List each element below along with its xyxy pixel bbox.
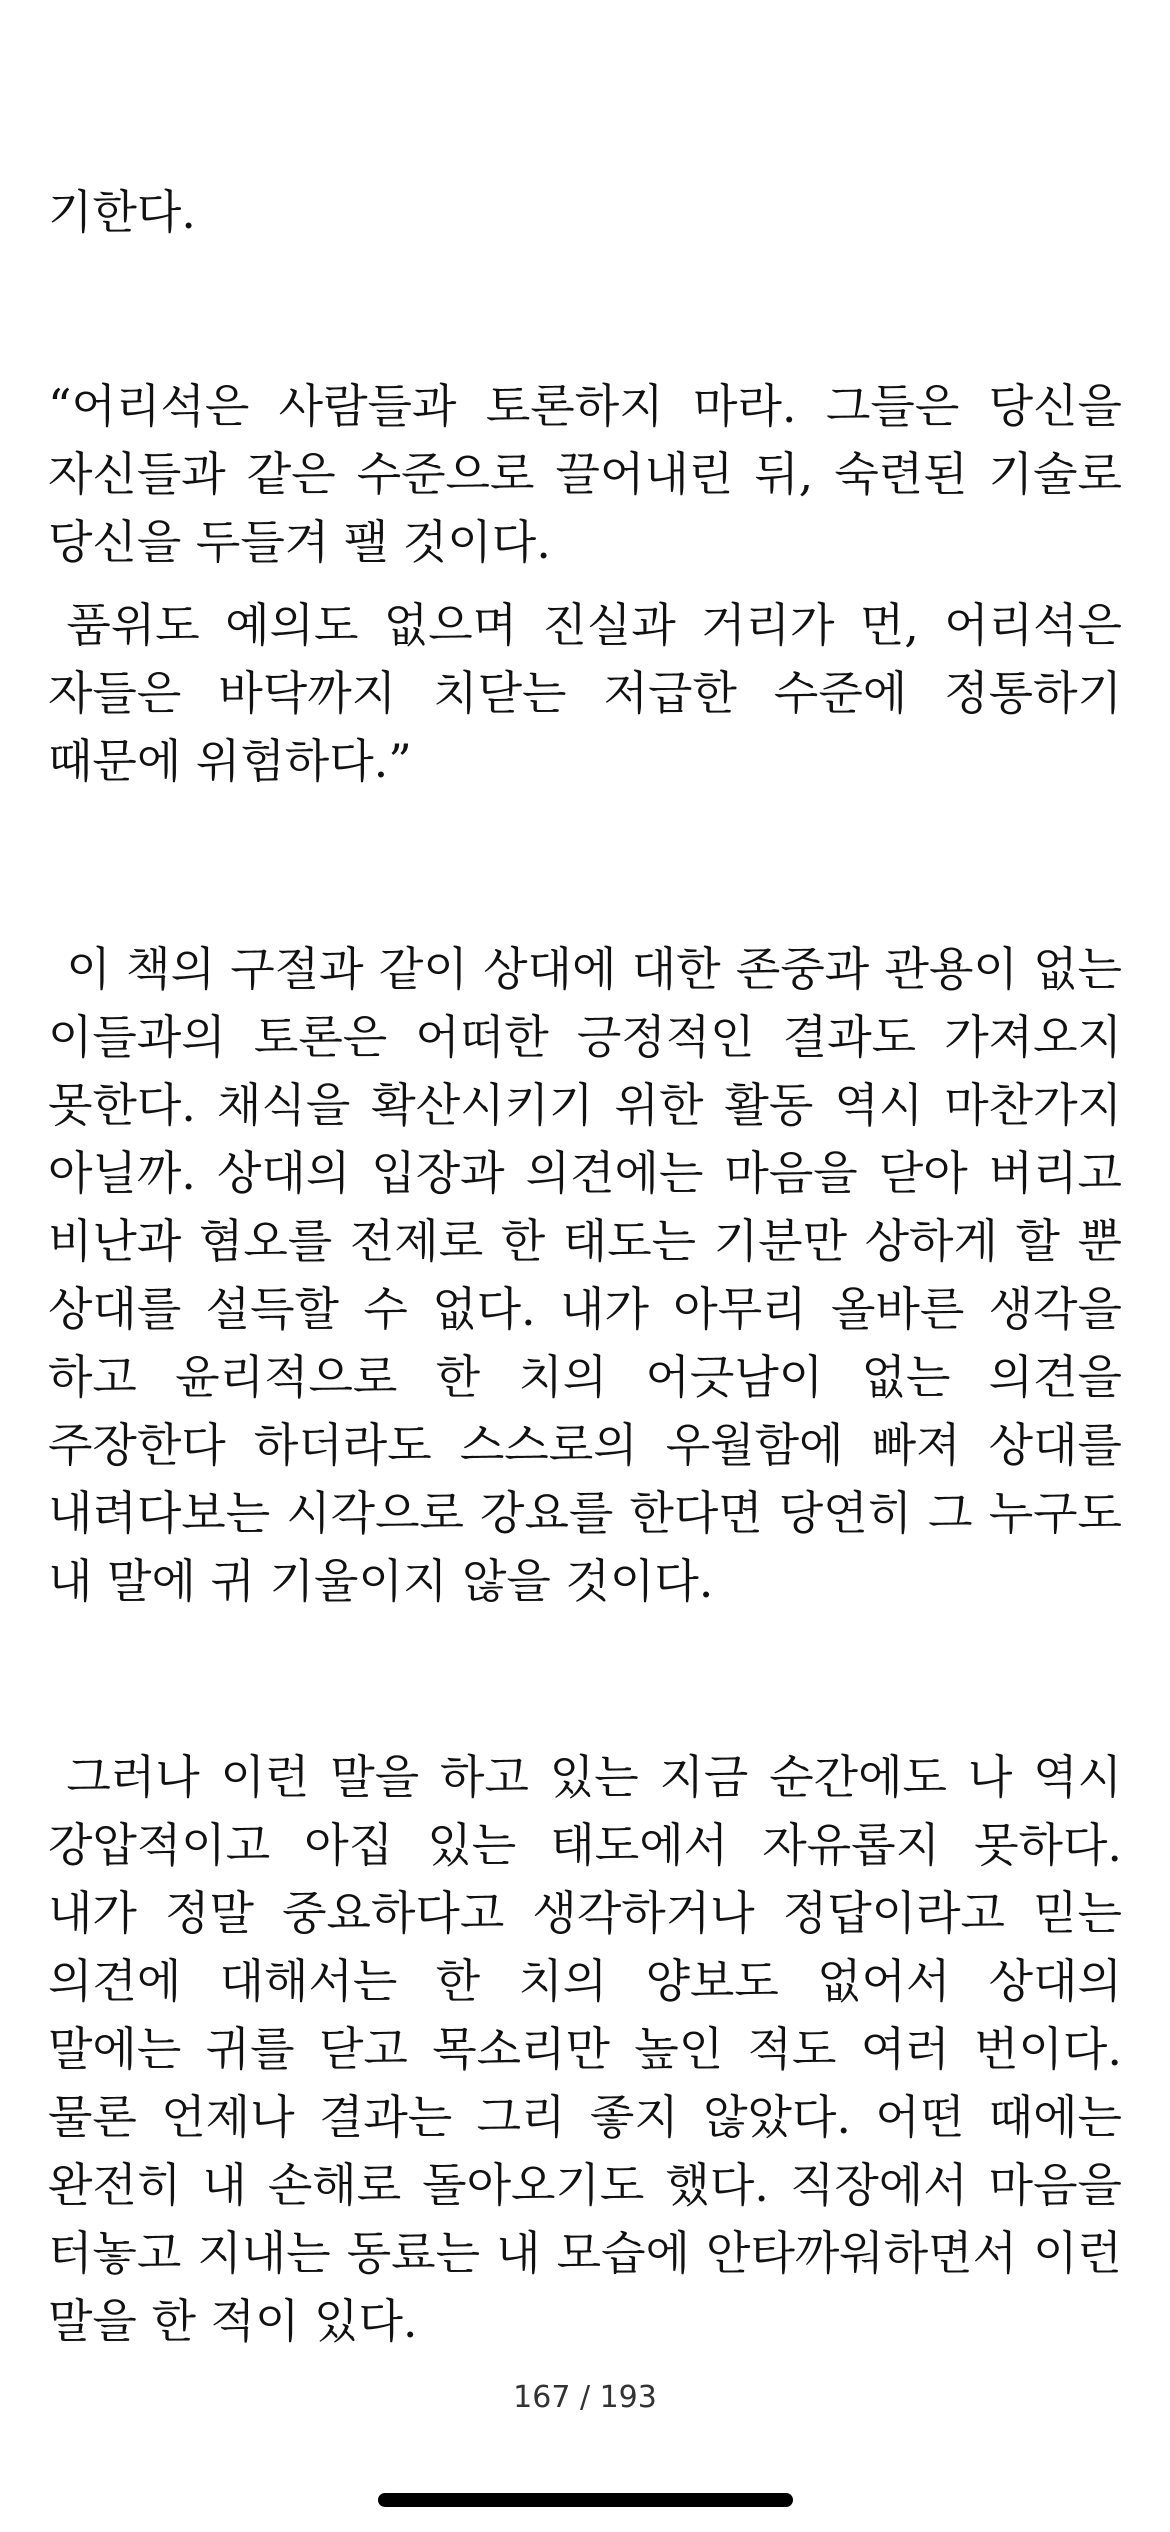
paragraph-continuation: 기한다. — [48, 185, 196, 239]
quote-paragraph-1: “어리석은 사람들과 토론하지 마라. 그들은 당신을 자신들과 같은 수준으로 끌어내린 뒤, 숙련된 기술로 당신을 두들겨 팰 것이다. — [48, 379, 1122, 569]
home-indicator[interactable] — [378, 2493, 793, 2507]
body-paragraph-1: 이 책의 구절과 같이 상대에 대한 존중과 관용이 없는 이들과의 토론은 어떠한 긍정적인 결과도 가져오지 못한다. 채식을 확산시키기 위한 활동 역시 마찬가지 아닐까. 상대의 입장과 의견에는 마음을 닫아 버리고 비난과 혐오를 전제로 한 태도는 기분만 상하게 할 뿐 상대를 설득할 수 없다. 내가 아무리 올바른 생각을 하고 윤리적으로 한 치의 어긋남이 없는 의견을 주장한다 하더라도 스스로의 우월함에 빠져 상대를 내려다보는 시각으로 강요를 한다면 당연히 그 누구도 내 말에 귀 기울이지 않을 것이다. — [48, 942, 1122, 1608]
quote-paragraph-2: 품위도 예의도 없으며 진실과 거리가 먼, 어리석은 자들은 바닥까지 치닫는 저급한 수준에 정통하기 때문에 위험하다.” — [48, 598, 1122, 788]
reader-page[interactable] — [48, 178, 1122, 2355]
body-paragraph-2: 그러나 이런 말을 하고 있는 지금 순간에도 나 역시 강압적이고 아집 있는 태도에서 자유롭지 못하다. 내가 정말 중요하다고 생각하거나 정답이라고 믿는 의견에 대해서는 한 치의 양보도 없어서 상대의 말에는 귀를 닫고 목소리만 높인 적도 여러 번이다. 물론 언제나 결과는 그리 좋지 않았다. 어떤 때에는 완전히 내 손해로 돌아오기도 했다. 직장에서 마음을 터놓고 지내는 동료는 내 모습에 안타까워하면서 이런 말을 한 적이 있다. — [48, 1750, 1122, 2348]
page-indicator: 167 / 193 — [513, 2380, 657, 2415]
